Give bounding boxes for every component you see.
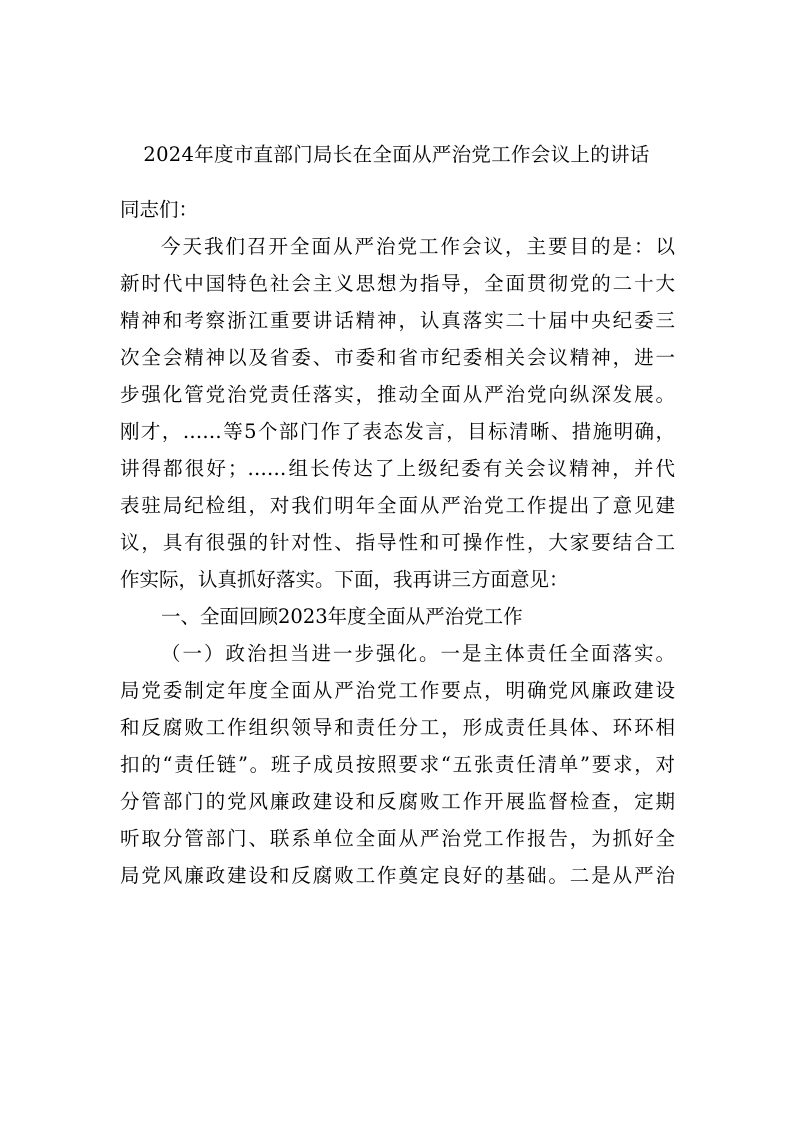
- paragraph-line: 局党风廉政建设和反腐败工作奠定良好的基础。二是从严治: [120, 864, 675, 887]
- paragraph-line: 和反腐败工作组织领导和责任分工，形成责任具体、环环相: [120, 716, 675, 739]
- paragraph-line: 新时代中国特色社会主义思想为指导，全面贯彻党的二十大: [120, 272, 675, 295]
- paragraph-line: 作实际，认真抓好落实。下面，我再讲三方面意见：: [120, 568, 569, 591]
- section-heading: 一、全面回顾2023年度全面从严治党工作: [161, 605, 523, 628]
- paragraph-line: 听取分管部门、联系单位全面从严治党工作报告，为抓好全: [120, 827, 675, 850]
- paragraph-line: 讲得都很好；……组长传达了上级纪委有关会议精神，并代: [120, 457, 675, 480]
- paragraph-line: 今天我们召开全面从严治党工作会议，主要目的是：以: [161, 235, 675, 258]
- paragraph-line: 刚才，……等5个部门作了表态发言，目标清晰、措施明确，: [120, 420, 675, 443]
- paragraph-line: 表驻局纪检组，对我们明年全面从严治党工作提出了意见建: [120, 494, 675, 517]
- paragraph-line: 扣的“责任链”。班子成员按照要求“五张责任清单”要求，对: [120, 753, 675, 776]
- subsection-heading-line: （一）政治担当进一步强化。一是主体责任全面落实。: [161, 642, 675, 665]
- paragraph-line: 局党委制定年度全面从严治党工作要点，明确党风廉政建设: [120, 679, 675, 702]
- document-title: 2024年度市直部门局长在全面从严治党工作会议上的讲话: [143, 143, 650, 166]
- paragraph-line: 分管部门的党风廉政建设和反腐败工作开展监督检查，定期: [120, 790, 675, 813]
- salutation: 同志们：: [120, 198, 199, 221]
- paragraph-line: 次全会精神以及省委、市委和省市纪委相关会议精神，进一: [120, 346, 675, 369]
- paragraph-line: 步强化管党治党责任落实，推动全面从严治党向纵深发展。: [120, 383, 675, 406]
- paragraph-line: 议，具有很强的针对性、指导性和可操作性，大家要结合工: [120, 531, 675, 554]
- paragraph-line: 精神和考察浙江重要讲话精神，认真落实二十届中央纪委三: [120, 309, 675, 332]
